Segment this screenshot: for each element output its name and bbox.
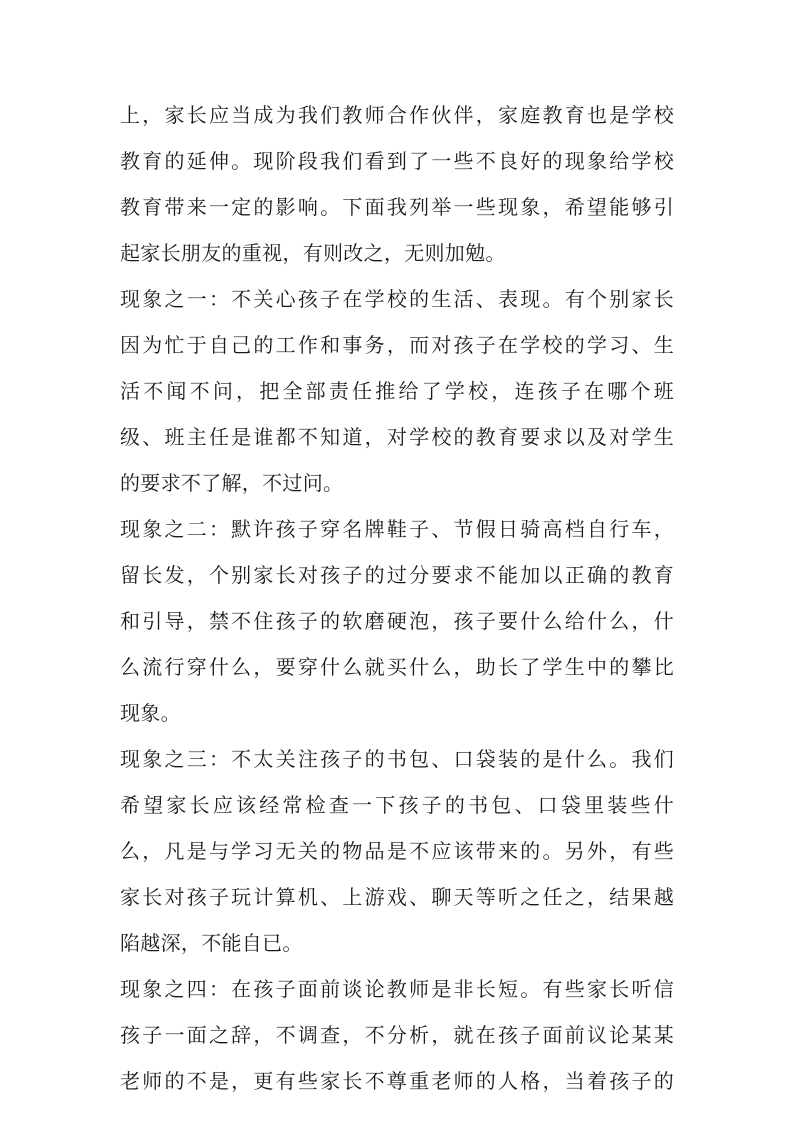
text-line: 老师的不是，更有些家长不尊重老师的人格，当着孩子的	[120, 1069, 674, 1093]
paragraph-phenomenon-1	[120, 276, 674, 506]
paragraph-phenomenon-4	[120, 966, 674, 1104]
text-line: 级、班主任是谁都不知道，对学校的教育要求以及对学生	[120, 425, 674, 449]
text-line: 现象之二：默许孩子穿名牌鞋子、节假日骑高档自行车，	[120, 517, 674, 541]
text-line: 的要求不了解，不过问。	[120, 471, 344, 495]
text-line: 留长发，个别家长对孩子的过分要求不能加以正确的教育	[120, 563, 674, 587]
text-line: 活不闻不问，把全部责任推给了学校，连孩子在哪个班	[120, 379, 674, 403]
document-page	[120, 92, 674, 1104]
text-line: 现象之三：不太关注孩子的书包、口袋装的是什么。我们	[120, 747, 674, 771]
text-line: 因为忙于自己的工作和事务，而对孩子在学校的学习、生	[120, 333, 674, 357]
text-line: 么流行穿什么，要穿什么就买什么，助长了学生中的攀比	[120, 655, 674, 679]
text-line: 现象之四：在孩子面前谈论教师是非长短。有些家长听信	[120, 977, 674, 1001]
text-line: 起家长朋友的重视，有则改之，无则加勉。	[120, 241, 506, 265]
text-line: 现象。	[120, 701, 181, 725]
text-line: 上，家长应当成为我们教师合作伙伴，家庭教育也是学校	[120, 103, 674, 127]
text-line: 孩子一面之辞，不调查，不分析，就在孩子面前议论某某	[120, 1023, 674, 1047]
paragraph-phenomenon-2	[120, 506, 674, 736]
text-line: 家长对孩子玩计算机、上游戏、聊天等听之任之，结果越	[120, 885, 674, 909]
paragraph-phenomenon-3	[120, 736, 674, 966]
text-line: 教育的延伸。现阶段我们看到了一些不良好的现象给学校	[120, 149, 674, 173]
text-line: 希望家长应该经常检查一下孩子的书包、口袋里装些什	[120, 793, 674, 817]
paragraph-intro	[120, 92, 674, 276]
text-line: 教育带来一定的影响。下面我列举一些现象，希望能够引	[120, 195, 674, 219]
text-line: 和引导，禁不住孩子的软磨硬泡，孩子要什么给什么，什	[120, 609, 674, 633]
text-line: 现象之一：不关心孩子在学校的生活、表现。有个别家长	[120, 287, 674, 311]
text-line: 么，凡是与学习无关的物品是不应该带来的。另外，有些	[120, 839, 674, 863]
text-line: 陷越深，不能自已。	[120, 931, 303, 955]
